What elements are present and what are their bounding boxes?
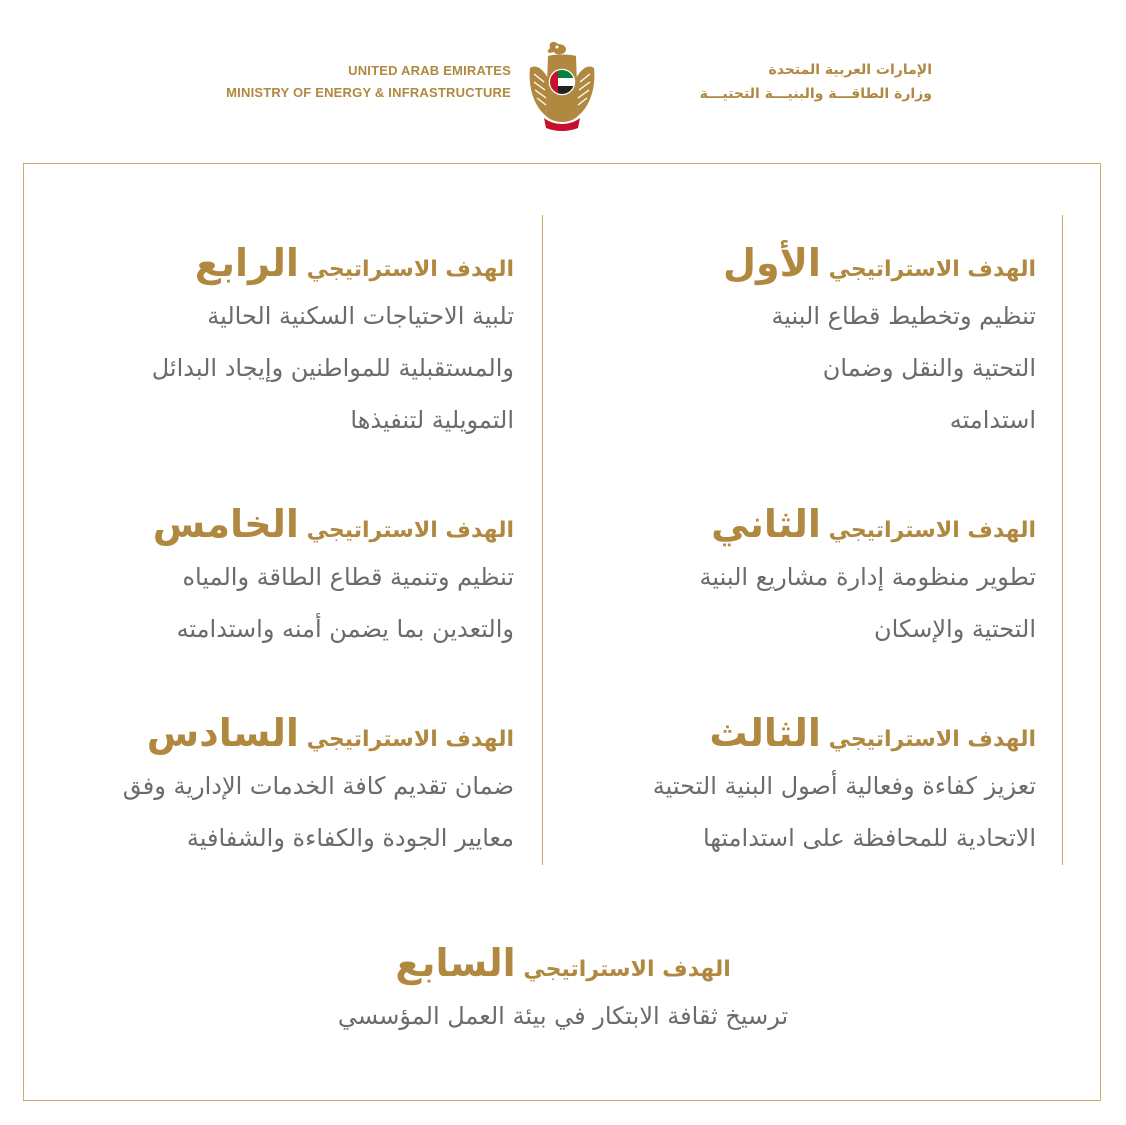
goal-title xyxy=(152,238,514,290)
goal-text-line: تنظيم وتنمية قطاع الطاقة والمياه xyxy=(182,563,514,591)
goal-title xyxy=(723,238,1036,290)
goal-title xyxy=(700,499,1037,551)
goal-text-line: التحتية والإسكان xyxy=(874,615,1036,643)
goal-prefix: الهدف الاستراتيجي xyxy=(828,518,1036,543)
goal-prefix: الهدف الاستراتيجي xyxy=(306,257,514,282)
goal-7 xyxy=(263,938,863,1042)
goal-text-line: والتعدين بما يضمن أمنه واستدامته xyxy=(176,615,514,643)
country-name-en: UNITED ARAB EMIRATES xyxy=(348,63,511,78)
goal-5 xyxy=(153,499,514,655)
column-divider xyxy=(542,215,543,865)
right-divider xyxy=(1062,215,1063,865)
goal-prefix: الهدف الاستراتيجي xyxy=(306,518,514,543)
goal-text-line: معايير الجودة والكفاءة والشفافية xyxy=(186,824,514,852)
goal-text-line: ضمان تقديم كافة الخدمات الإدارية وفق xyxy=(122,772,514,800)
goal-prefix: الهدف الاستراتيجي xyxy=(828,727,1036,752)
goal-text-line: استدامته xyxy=(949,406,1036,434)
goal-title xyxy=(153,499,514,551)
goal-text-line: والمستقبلية للمواطنين وإيجاد البدائل xyxy=(151,354,514,382)
goal-2 xyxy=(700,499,1037,655)
goal-ordinal: الأول xyxy=(723,241,821,285)
goal-prefix: الهدف الاستراتيجي xyxy=(306,727,514,752)
ministry-name-en: MINISTRY OF ENERGY & INFRASTRUCTURE xyxy=(226,85,511,100)
goal-text-line: تلبية الاحتياجات السكنية الحالية xyxy=(207,302,514,330)
ministry-name-english xyxy=(226,60,511,104)
goal-text-line: تنظيم وتخطيط قطاع البنية xyxy=(771,302,1036,330)
goal-title xyxy=(123,708,514,760)
goal-title xyxy=(653,708,1036,760)
country-name-ar: الإمارات العربية المتحدة xyxy=(768,62,932,78)
goal-text-line: التحتية والنقل وضمان xyxy=(822,354,1036,382)
ministry-name-ar: وزارة الطاقـــة والبنيـــة التحتيـــة xyxy=(699,86,932,102)
uae-emblem-logo xyxy=(524,38,600,134)
goal-text-line: تعزيز كفاءة وفعالية أصول البنية التحتية xyxy=(652,772,1036,800)
goal-4 xyxy=(152,238,514,446)
goal-ordinal: السابع xyxy=(395,941,516,985)
goal-prefix: الهدف الاستراتيجي xyxy=(523,957,731,982)
goal-text-line: تطوير منظومة إدارة مشاريع البنية xyxy=(699,563,1036,591)
goal-ordinal: الخامس xyxy=(152,502,299,546)
header xyxy=(0,0,1126,140)
goal-ordinal: الثاني xyxy=(711,502,821,546)
goal-ordinal: الثالث xyxy=(709,711,821,755)
goal-3 xyxy=(653,708,1036,864)
goal-text-line: ترسيخ ثقافة الابتكار في بيئة العمل المؤسسي xyxy=(337,1002,789,1030)
goal-ordinal: السادس xyxy=(146,711,299,755)
goal-text-line: الاتحادية للمحافظة على استدامتها xyxy=(703,824,1036,852)
goal-1 xyxy=(723,238,1036,446)
goal-text-line: التمويلية لتنفيذها xyxy=(350,406,514,434)
goal-6 xyxy=(123,708,514,864)
goal-prefix: الهدف الاستراتيجي xyxy=(828,257,1036,282)
goal-ordinal: الرابع xyxy=(194,241,299,285)
ministry-name-arabic xyxy=(612,58,932,106)
goal-title xyxy=(263,938,863,990)
